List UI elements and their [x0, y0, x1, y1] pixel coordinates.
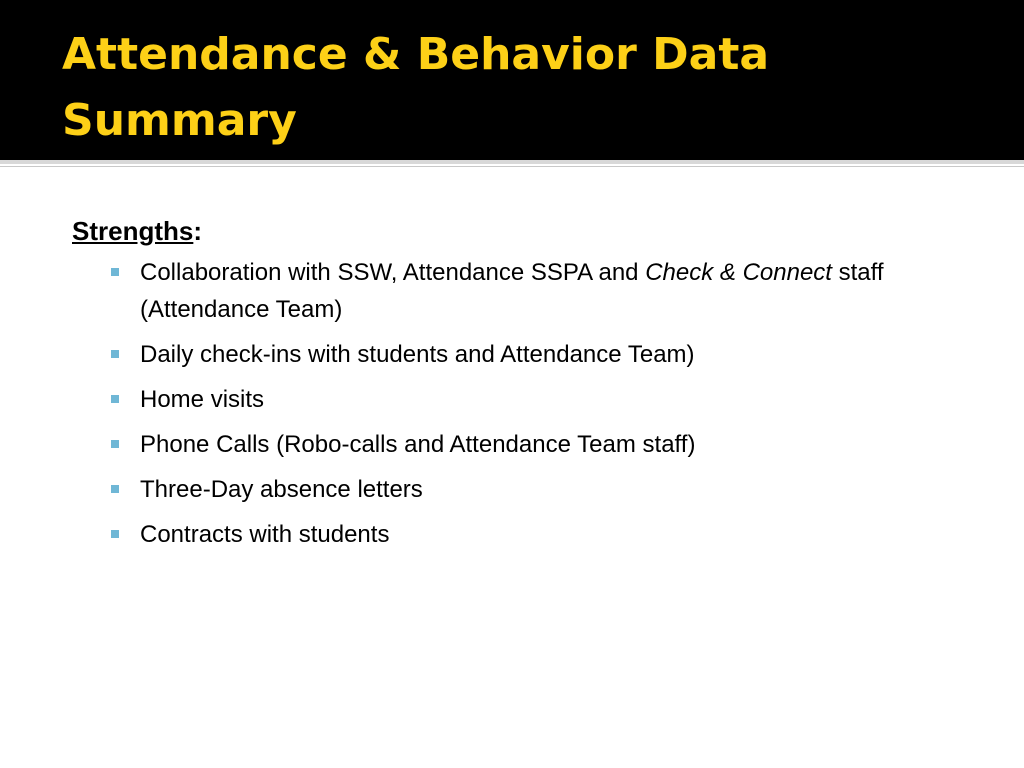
bullet-list	[72, 254, 972, 553]
section-heading-colon: :	[193, 216, 203, 246]
section-heading-label: Strengths	[72, 216, 194, 246]
square-bullet-icon	[111, 530, 119, 538]
slide-title	[62, 22, 962, 154]
section-heading	[72, 208, 972, 254]
list-item-text: Home visits	[140, 386, 265, 413]
list-item-italic: Check & Connect	[645, 259, 832, 286]
slide-title-line-2: Summary	[62, 95, 297, 146]
square-bullet-icon	[111, 485, 119, 493]
list-item	[140, 336, 960, 373]
square-bullet-icon	[111, 350, 119, 358]
list-item-text-end: staff (Attendance Team)	[140, 259, 884, 323]
list-item	[140, 516, 960, 553]
list-item-text: Phone Calls (Robo-calls and Attendance Team staff)	[140, 431, 696, 458]
title-bar	[0, 0, 1024, 160]
slide-body	[72, 208, 972, 561]
square-bullet-icon	[111, 395, 119, 403]
slide-title-line-1: Attendance & Behavior Data	[62, 29, 770, 80]
square-bullet-icon	[111, 268, 119, 276]
list-item-text: Three-Day absence letters	[140, 476, 423, 503]
list-item-text: Daily check-ins with students and Attendance Team)	[140, 341, 695, 368]
list-item-text: Collaboration with SSW, Attendance SSPA and	[140, 259, 646, 286]
list-item	[140, 254, 960, 328]
list-item-text: Contracts with students	[140, 521, 390, 548]
list-item	[140, 426, 960, 463]
list-item	[140, 471, 960, 508]
list-item	[140, 381, 960, 418]
title-divider-thin	[0, 166, 1024, 167]
square-bullet-icon	[111, 440, 119, 448]
title-divider	[0, 160, 1024, 164]
